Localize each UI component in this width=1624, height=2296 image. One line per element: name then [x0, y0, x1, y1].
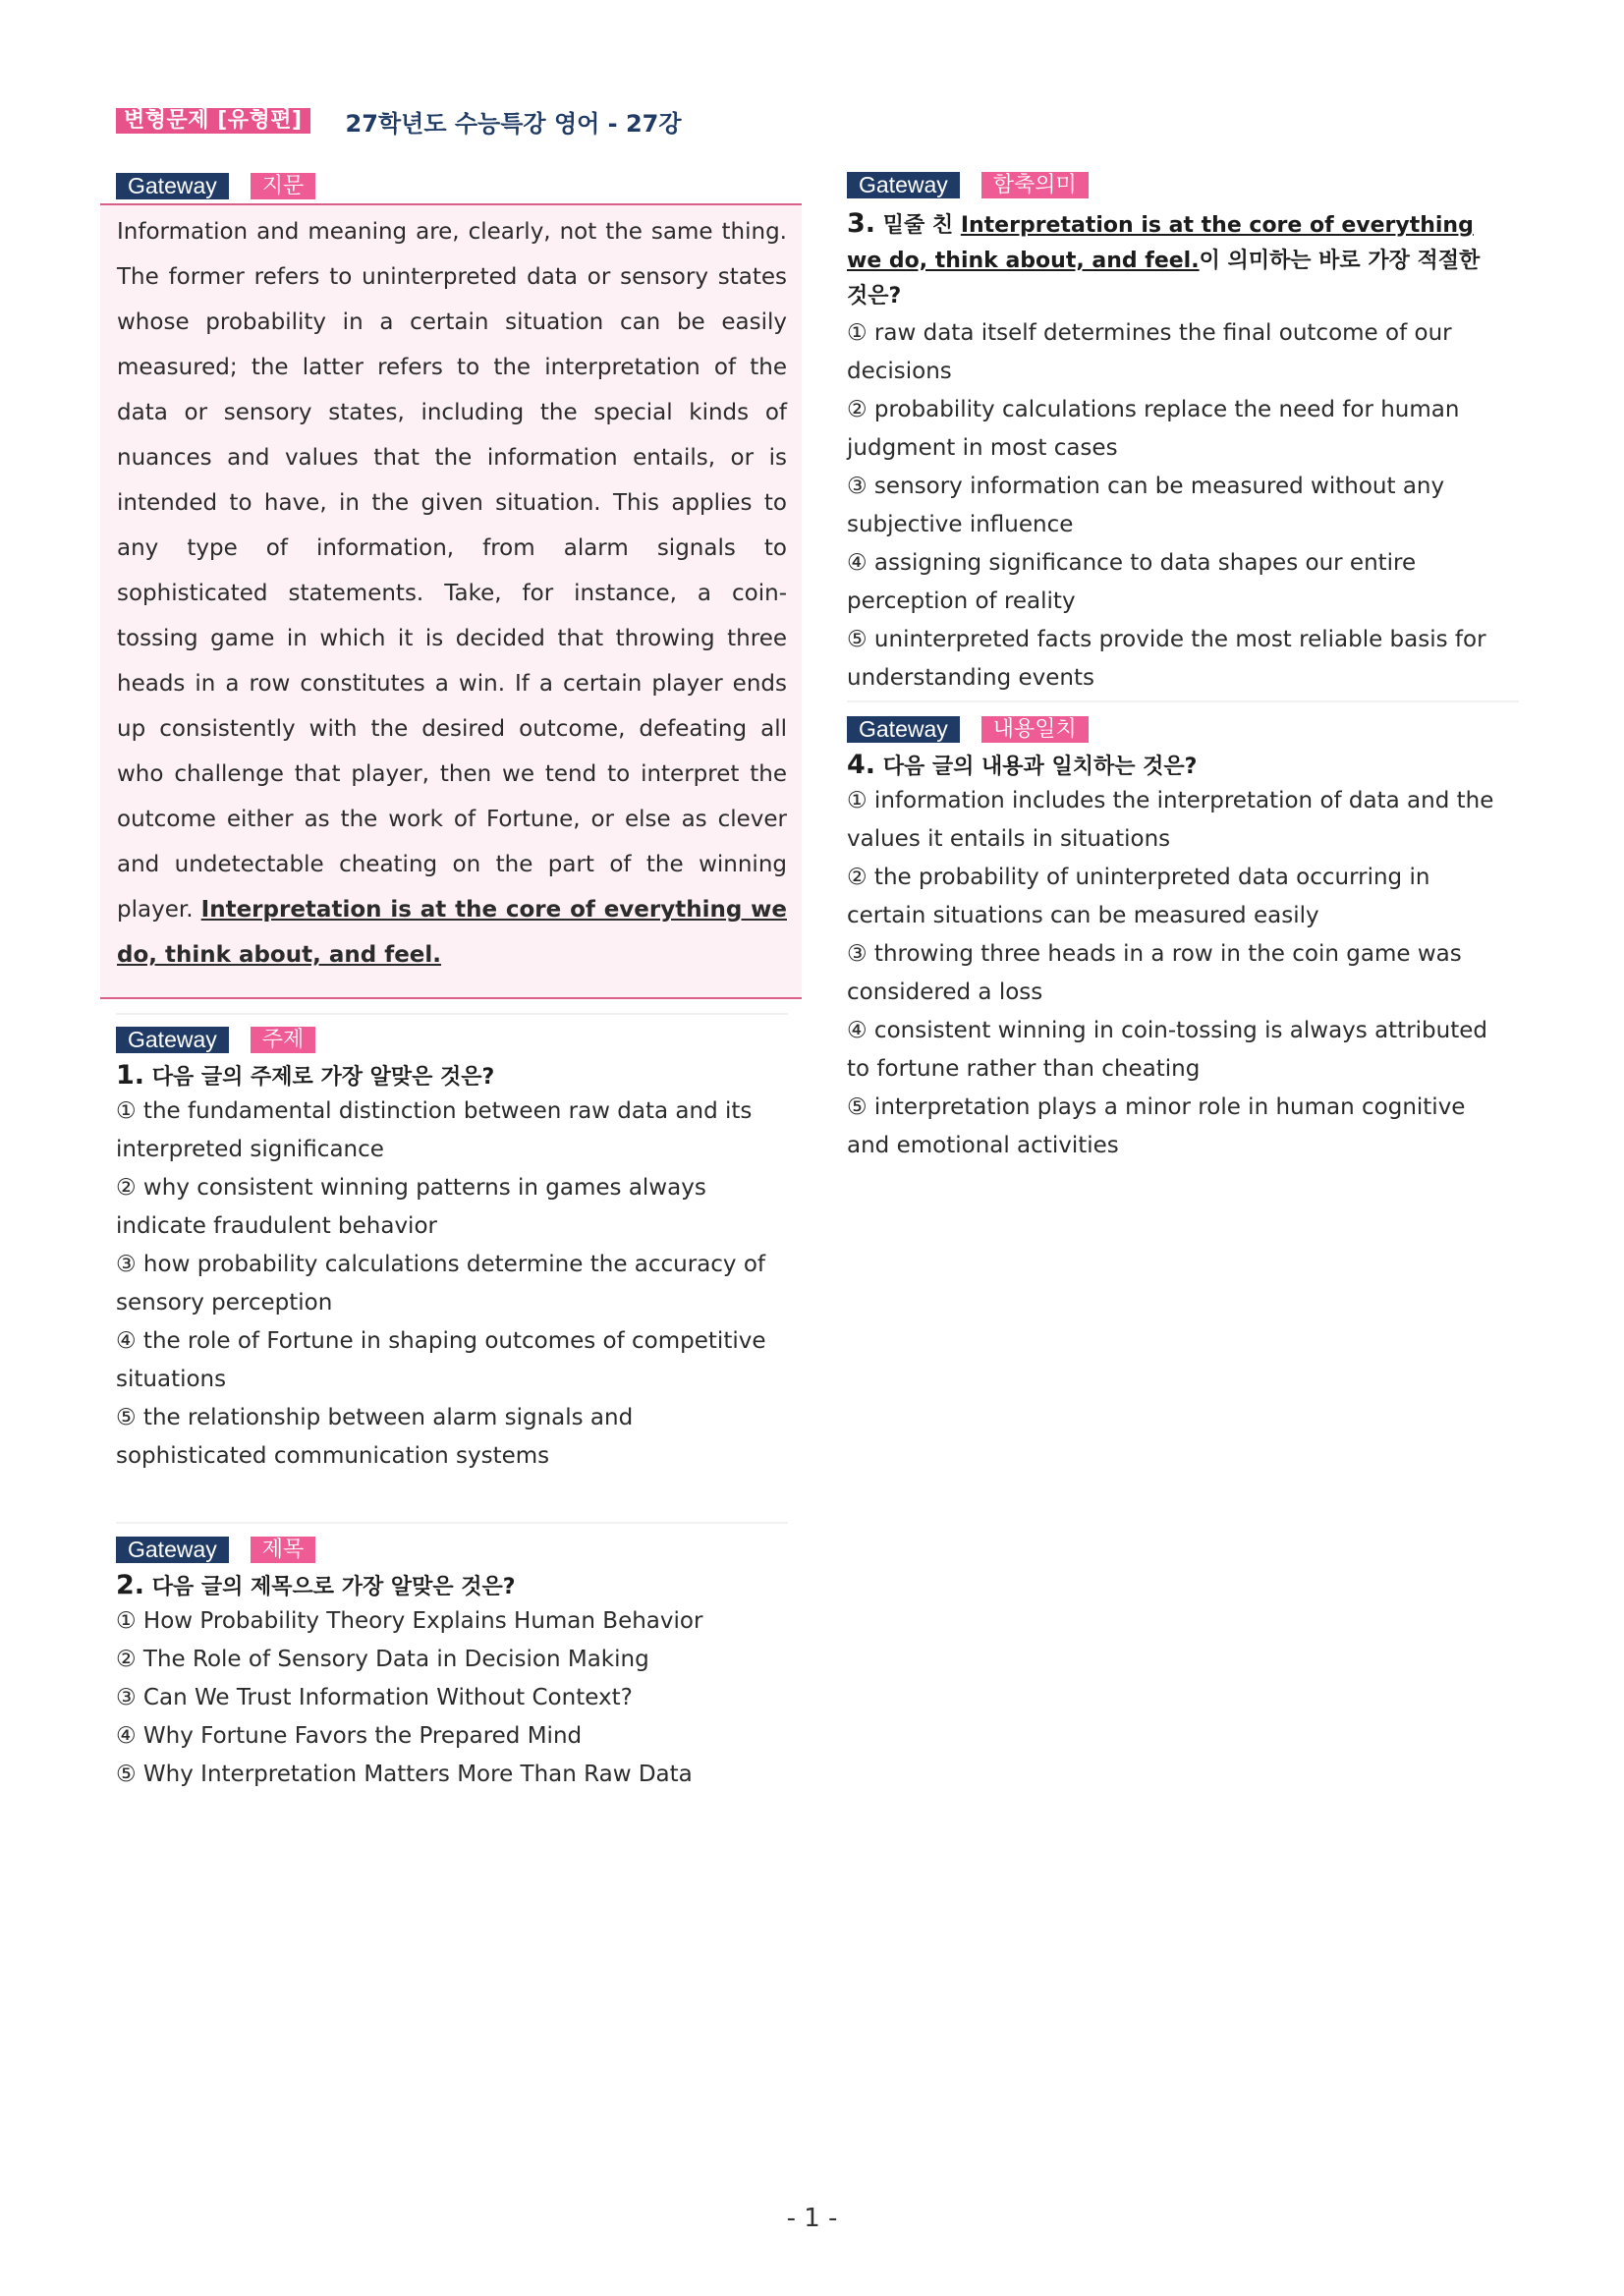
option-4[interactable]: ④ the role of Fortune in shaping outcomes of competitive situations: [116, 1328, 766, 1392]
option-2[interactable]: ② the probability of uninterpreted data occurring in certain situations can be measured easily: [847, 865, 1430, 928]
option-4[interactable]: ④ assigning significance to data shapes our entire perception of reality: [847, 550, 1417, 614]
page-number: - 1 -: [786, 2204, 838, 2233]
header-tag: 변형문제 [유형편]: [116, 108, 310, 134]
question-tag: 제목: [251, 1537, 316, 1563]
option-1[interactable]: ① raw data itself determines the final outcome of our decisions: [847, 320, 1452, 384]
divider: [116, 1522, 788, 1524]
gateway-label: Gateway: [116, 1537, 229, 1563]
gateway-label: Gateway: [847, 172, 960, 198]
question-tag: 함축의미: [981, 172, 1089, 198]
question-prompt: [847, 751, 1505, 782]
option-3[interactable]: ③ throwing three heads in a row in the coin game was considered a loss: [847, 941, 1462, 1005]
option-5[interactable]: ⑤ the relationship between alarm signals and sophisticated communication systems: [116, 1405, 634, 1469]
option-5[interactable]: ⑤ Why Interpretation Matters More Than Raw Data: [116, 1762, 693, 1787]
option-4[interactable]: ④ Why Fortune Favors the Prepared Mind: [116, 1723, 583, 1749]
option-1[interactable]: ① information includes the interpretation of data and the values it entails in situations: [847, 788, 1494, 852]
gateway-label: Gateway: [116, 1027, 229, 1053]
question-2: [116, 1536, 788, 1794]
question-prompt: [116, 1571, 788, 1602]
question-4: [847, 715, 1505, 1165]
option-5[interactable]: ⑤ interpretation plays a minor role in human cognitive and emotional activities: [847, 1094, 1466, 1158]
passage-underlined-sentence: Interpretation is at the core of everything we do, think about, and feel.: [117, 897, 787, 968]
question-underlined-text: Interpretation is at the core of everything we do, think about, and feel.: [847, 213, 1474, 273]
option-2[interactable]: ② why consistent winning patterns in games always indicate fraudulent behavior: [116, 1175, 706, 1239]
question-tag: 내용일치: [981, 716, 1089, 743]
option-2[interactable]: ② probability calculations replace the need for human judgment in most cases: [847, 397, 1460, 461]
option-1[interactable]: ① the fundamental distinction between raw data and its interpreted significance: [116, 1098, 753, 1162]
option-3[interactable]: ③ sensory information can be measured without any subjective influence: [847, 474, 1445, 537]
passage-body: Information and meaning are, clearly, not the same thing. The former refers to uninterpreted data or sensory states whose probability in a certain situation can be easily measured; the latter refers to the interpretation of the data or sensory states, including the special kinds of nuances and values that the information entails, or is intended to have, in the given situation. This applies to any type of information, from alarm signals to sophisticated statements. Take, for instance, a coin-tossing game in which it is decided that throwing three heads in a row constitutes a win. If a certain player ends up consistently with the desired outcome, defeating all who challenge that player, then we tend to interpret the outcome either as the work of Fortune, or else as clever and undetectable cheating on the part of the winning player.: [117, 219, 787, 923]
option-3[interactable]: ③ how probability calculations determine the accuracy of sensory perception: [116, 1252, 766, 1316]
question-prompt: [116, 1061, 788, 1092]
question-number: 4.: [847, 750, 876, 780]
option-3[interactable]: ③ Can We Trust Information Without Context?: [116, 1685, 633, 1710]
question-number: 3.: [847, 208, 876, 239]
gateway-label: Gateway: [116, 173, 229, 199]
question-text-post: 이 의미하는 바로 가장 적절한 것은?: [847, 249, 1481, 308]
option-2[interactable]: ② The Role of Sensory Data in Decision Making: [116, 1647, 649, 1672]
divider: [847, 700, 1519, 702]
question-text-pre: 밑줄 친: [882, 213, 954, 238]
divider: [116, 1013, 788, 1015]
question-3: [847, 171, 1505, 698]
question-text: 다음 글의 주제로 가장 알맞은 것은?: [151, 1065, 495, 1090]
passage-tag-row: [116, 172, 788, 199]
question-number: 2.: [116, 1570, 145, 1600]
option-5[interactable]: ⑤ uninterpreted facts provide the most reliable basis for understanding events: [847, 627, 1486, 691]
page-header: [116, 105, 682, 137]
question-prompt: [847, 206, 1505, 314]
question-1: [116, 1026, 788, 1476]
option-4[interactable]: ④ consistent winning in coin-tossing is always attributed to fortune rather than cheating: [847, 1018, 1487, 1082]
question-text: 다음 글의 제목으로 가장 알맞은 것은?: [151, 1575, 516, 1599]
question-text: 다음 글의 내용과 일치하는 것은?: [882, 755, 1198, 779]
option-1[interactable]: ① How Probability Theory Explains Human Behavior: [116, 1608, 703, 1634]
question-number: 1.: [116, 1060, 145, 1091]
gateway-label: Gateway: [847, 716, 960, 743]
question-tag: 주제: [251, 1027, 316, 1053]
header-title: 27학년도 수능특강 영어 - 27강: [345, 109, 682, 138]
passage-tag: 지문: [251, 173, 316, 199]
passage-text: [117, 209, 787, 978]
